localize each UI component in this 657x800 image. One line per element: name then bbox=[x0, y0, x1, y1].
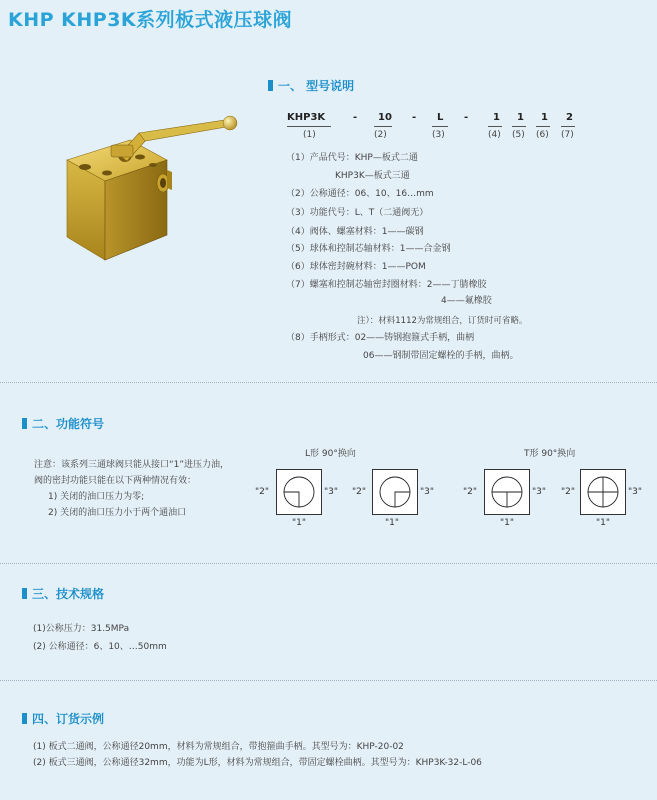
l-type-label: L形 90°换向 bbox=[305, 449, 356, 459]
model-line: （8）手柄形式：02——铸钢抱箍式手柄，曲柄 bbox=[286, 333, 475, 343]
t-symbol-position-2 bbox=[580, 469, 626, 515]
model-line: （1）产品代号：KHP—板式二通 bbox=[286, 153, 418, 163]
code-index: (1) bbox=[303, 130, 316, 140]
function-note: 注意：该系列三通球阀只能从接口“1”进压力油， bbox=[34, 460, 230, 470]
function-note: 2) 关闭的油口压力小于两个通油口 bbox=[48, 508, 187, 518]
page-title: KHP KHP3K系列板式液压球阀 bbox=[8, 9, 293, 31]
code-index: (3) bbox=[432, 130, 445, 140]
port-3-label: "3" bbox=[420, 487, 435, 497]
bullet-marker bbox=[22, 713, 27, 724]
code-underline bbox=[432, 126, 448, 127]
port-2-label: "2" bbox=[463, 487, 478, 497]
code-ball-material: 1 bbox=[517, 112, 524, 123]
code-dash: - bbox=[412, 112, 417, 123]
port-2-label: "2" bbox=[352, 487, 367, 497]
model-line: （7）螺塞和控制芯轴密封圈材料：2——丁腈橡胶 bbox=[286, 280, 487, 290]
function-heading: 二、功能符号 bbox=[22, 415, 104, 432]
model-line: 06——钢制带固定螺栓的手柄，曲柄。 bbox=[363, 351, 519, 361]
t-symbol-flow bbox=[581, 470, 625, 514]
t-symbol-flow bbox=[485, 470, 529, 514]
code-underline bbox=[374, 126, 392, 127]
code-index: (4) bbox=[488, 130, 501, 140]
port-2-label: "2" bbox=[255, 487, 270, 497]
port-2-label: "2" bbox=[561, 487, 576, 497]
model-line: 4——氟橡胶 bbox=[441, 296, 492, 306]
code-underline bbox=[488, 126, 502, 127]
code-underline bbox=[561, 126, 575, 127]
port-3-label: "3" bbox=[628, 487, 643, 497]
code-function: L bbox=[437, 112, 444, 123]
l-symbol-position-2 bbox=[372, 469, 418, 515]
model-line: （4）阀体、螺塞材料：1——碳钢 bbox=[286, 227, 424, 237]
port-1-label: "1" bbox=[500, 518, 515, 528]
bullet-marker bbox=[268, 80, 273, 91]
ball-valve-image bbox=[55, 115, 260, 270]
function-note: 阀的密封功能只能在以下两种情况有效： bbox=[34, 476, 197, 486]
port-1-label: "1" bbox=[596, 518, 611, 528]
code-index: (6) bbox=[536, 130, 549, 140]
bullet-marker bbox=[22, 588, 27, 599]
model-line: （3）功能代号：L、T（二通阀无） bbox=[286, 208, 429, 218]
code-index: (7) bbox=[561, 130, 574, 140]
code-series: KHP3K bbox=[287, 112, 326, 123]
section-divider bbox=[0, 382, 657, 383]
code-dash: - bbox=[353, 112, 358, 123]
l-symbol-flow bbox=[373, 470, 417, 514]
code-underline bbox=[512, 126, 526, 127]
port-1-label: "1" bbox=[385, 518, 400, 528]
code-oring-material: 2 bbox=[566, 112, 573, 123]
port-3-label: "3" bbox=[532, 487, 547, 497]
code-dash: - bbox=[464, 112, 469, 123]
code-seal-material: 1 bbox=[541, 112, 548, 123]
order-heading: 四、订货示例 bbox=[22, 710, 104, 727]
section-divider bbox=[0, 680, 657, 681]
function-note: 1) 关闭的油口压力为零; bbox=[48, 492, 145, 502]
code-index: (5) bbox=[512, 130, 525, 140]
model-heading: 一、 型号说明 bbox=[268, 77, 354, 94]
model-note: 注）：材料1112为常规组合，订货时可省略。 bbox=[357, 316, 528, 326]
model-line: （2）公称通径：06、10、16…mm bbox=[286, 189, 434, 199]
port-3-label: "3" bbox=[324, 487, 339, 497]
code-index: (2) bbox=[374, 130, 387, 140]
code-underline bbox=[536, 126, 550, 127]
t-symbol-position-1 bbox=[484, 469, 530, 515]
model-line: KHP3K—板式三通 bbox=[335, 171, 410, 181]
spec-line: (1)公称压力：31.5MPa bbox=[33, 624, 130, 634]
l-symbol-flow bbox=[277, 470, 321, 514]
t-type-label: T形 90°换向 bbox=[524, 449, 576, 459]
model-line: （6）球体密封碗材料：1——POM bbox=[286, 262, 426, 272]
spec-line: (2) 公称通径：6、10、…50mm bbox=[33, 642, 167, 652]
l-symbol-position-1 bbox=[276, 469, 322, 515]
section-divider bbox=[0, 563, 657, 564]
order-line: (2) 板式三通阀，公称通径32mm，功能为L形，材料为常规组合，带固定螺栓曲柄。其型号为：KHP3K-32-L-06 bbox=[33, 758, 482, 768]
code-diameter: 10 bbox=[378, 112, 392, 123]
port-1-label: "1" bbox=[292, 518, 307, 528]
code-body-material: 1 bbox=[493, 112, 500, 123]
order-line: (1) 板式二通阀，公称通径20mm，材料为常规组合，带抱箍曲手柄。其型号为：KHP-20-02 bbox=[33, 742, 404, 752]
specs-heading: 三、技术规格 bbox=[22, 585, 104, 602]
bullet-marker bbox=[22, 418, 27, 429]
code-underline bbox=[287, 126, 331, 127]
model-line: （5）球体和控制芯轴材料：1——合金钢 bbox=[286, 244, 451, 254]
